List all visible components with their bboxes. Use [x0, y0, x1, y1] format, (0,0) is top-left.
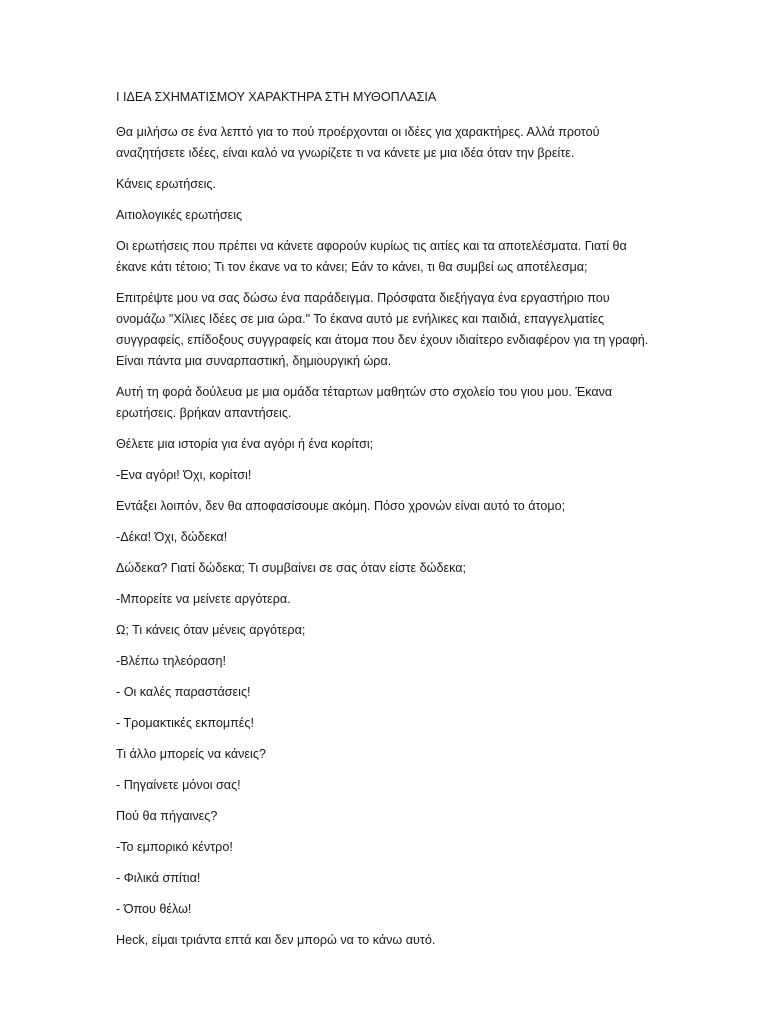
paragraph: - Οι καλές παραστάσεις! — [116, 685, 251, 699]
document-title: Ι ΙΔΕΑ ΣΧΗΜΑΤΙΣΜΟΥ ΧΑΡΑΚΤΗΡΑ ΣΤΗ ΜΥΘΟΠΛΑΣΙΑ — [116, 90, 437, 104]
paragraph: - Πηγαίνετε μόνοι σας! — [116, 778, 241, 792]
paragraph: -Το εμπορικό κέντρο! — [116, 840, 233, 854]
paragraph: Τι άλλο μπορείς να κάνεις? — [116, 747, 266, 761]
paragraph: Εντάξει λοιπόν, δεν θα αποφασίσουμε ακόμη. Πόσο χρονών είναι αυτό το άτομο; — [116, 499, 566, 513]
document-body — [116, 87, 656, 961]
paragraph: - Τρομακτικές εκπομπές! — [116, 716, 254, 730]
paragraph: Αιτιολογικές ερωτήσεις — [116, 208, 243, 222]
paragraph: Οι ερωτήσεις που πρέπει να κάνετε αφορούν κυρίως τις αιτίες και τα αποτελέσματα. Γιατί θα έκανε κάτι τέτοιο; Τι τον έκανε να το κάνει; Εάν το κάνει, τι θα συμβεί ως αποτέλεσμα; — [116, 239, 627, 274]
paragraph: Δώδεκα? Γιατί δώδεκα; Τι συμβαίνει σε σας όταν είστε δώδεκα; — [116, 561, 467, 575]
paragraph: Θα μιλήσω σε ένα λεπτό για το πού προέρχονται οι ιδέες για χαρακτήρες. Αλλά προτού αναζητήσετε ιδέες, είναι καλό να γνωρίζετε τι να κάνετε με μια ιδέα όταν την βρείτε. — [116, 125, 600, 160]
paragraph: - Φιλικά σπίτια! — [116, 871, 201, 885]
paragraph: -Μπορείτε να μείνετε αργότερα. — [116, 592, 291, 606]
paragraph: -Ενα αγόρι! Όχι, κορίτσι! — [116, 468, 252, 482]
paragraph: Πού θα πήγαινες? — [116, 809, 218, 823]
paragraph: -Βλέπω τηλεόραση! — [116, 654, 226, 668]
paragraph: -Δέκα! Όχι, δώδεκα! — [116, 530, 228, 544]
paragraph: Κάνεις ερωτήσεις. — [116, 177, 216, 191]
paragraph: - Όπου θέλω! — [116, 902, 192, 916]
paragraph: Ω; Τι κάνεις όταν μένεις αργότερα; — [116, 623, 306, 637]
paragraph: Θέλετε μια ιστορία για ένα αγόρι ή ένα κορίτσι; — [116, 437, 374, 451]
paragraph: Heck, είμαι τριάντα επτά και δεν μπορώ να το κάνω αυτό. — [116, 933, 436, 947]
paragraph: Αυτή τη φορά δούλευα με μια ομάδα τέταρτων μαθητών στο σχολείο του γιου μου. Έκανα ερωτήσεις. βρήκαν απαντήσεις. — [116, 385, 613, 420]
paragraph: Επιτρέψτε μου να σας δώσω ένα παράδειγμα. Πρόσφατα διεξήγαγα ένα εργαστήριο που ονομάζω "Χίλιες Ιδέες σε μια ώρα." Το έκανα αυτό με ενήλικες και παιδιά, επαγγελματίες συγγραφείς, επίδοξους συγγραφείς και άτομα που δεν έχουν ιδιαίτερο ενδιαφέρον για τη γραφή. Είναι πάντα μια συναρπαστική, δημιουργική ώρα. — [116, 291, 649, 368]
